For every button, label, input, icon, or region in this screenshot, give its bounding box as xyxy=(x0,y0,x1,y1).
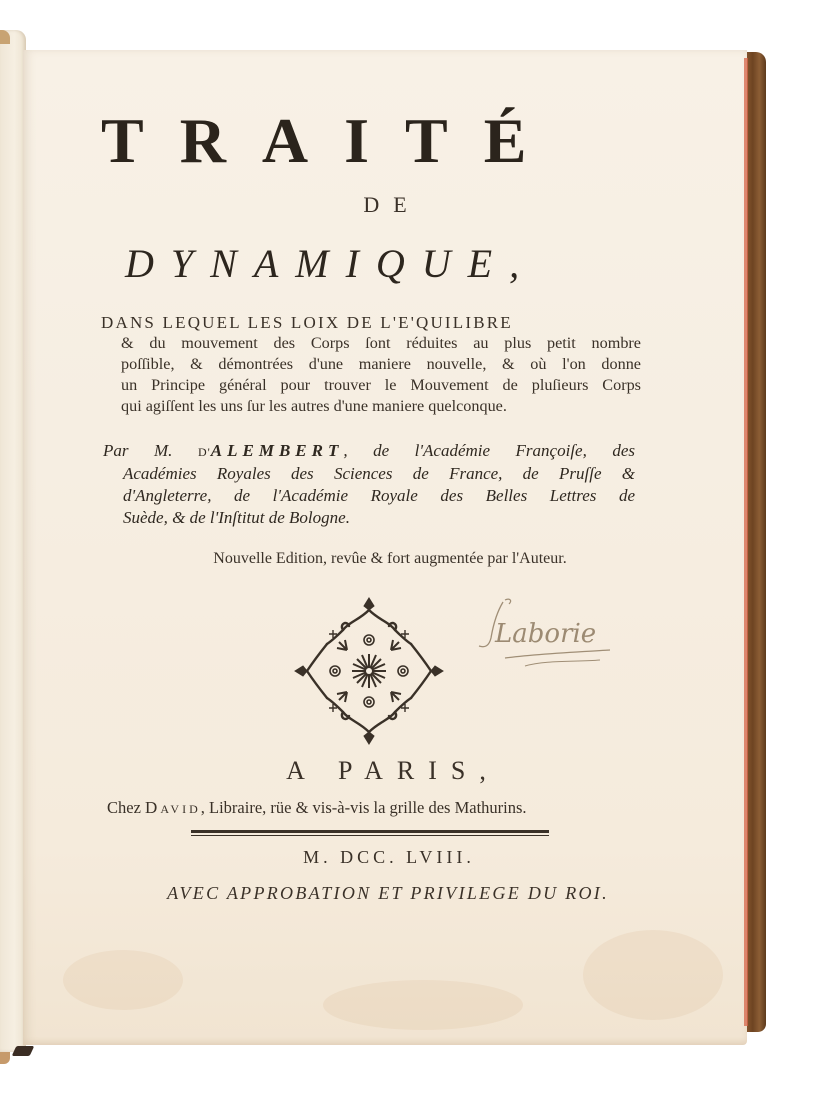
subtitle-body xyxy=(101,333,641,417)
signature-flourish-icon xyxy=(475,590,625,670)
title-page xyxy=(23,50,747,1045)
fleuron-ornament-icon xyxy=(293,596,445,746)
publisher-address: , Libraire, rüe & vis-à-vis la grille des Mathurins. xyxy=(200,798,527,817)
publisher-initial: D xyxy=(145,798,161,817)
author-particle: D' xyxy=(197,445,211,459)
author-line: d'Angleterre, de l'Académie Royale des Belles Lettres de xyxy=(123,486,635,505)
page-content xyxy=(23,50,747,1045)
subtitle-line: & du mouvement des Corps ſont réduites au plus petit nombre xyxy=(121,334,641,352)
title-connector: DE xyxy=(363,192,421,217)
subtitle-caps-line: DANS LEQUEL LES LOIX DE L'E'QUILIBRE xyxy=(101,313,513,332)
author-line: Suède, & de l'Inſtitut de Bologne. xyxy=(123,508,350,527)
publisher-name: AVID xyxy=(160,802,201,816)
author-affiliation: , de l'Académie Françoiſe, des xyxy=(343,441,636,460)
author-prefix: Par M. xyxy=(103,441,173,460)
red-page-edge xyxy=(744,58,748,1026)
svg-text:Laborie: Laborie xyxy=(495,619,597,649)
publication-year: M. DCC. LVIII. xyxy=(303,847,475,867)
binding-corner xyxy=(12,1046,35,1056)
author-line-1 xyxy=(103,440,635,463)
subtitle-line: un Principe général pour trouver le Mouvement de pluſieurs Corps xyxy=(121,376,641,394)
author-block xyxy=(103,440,635,529)
author-line: Académies Royales des Sciences de France, de Pruſſe & xyxy=(123,464,635,483)
subtitle-line: qui agiſſent les uns ſur les autres d'une maniere quelconque. xyxy=(121,397,507,415)
book-title: TRAITÉ xyxy=(101,105,563,176)
publisher-prefix: Chez xyxy=(107,798,141,817)
imprint-city: A PARIS, xyxy=(286,756,500,785)
left-page-foot xyxy=(0,1052,10,1064)
book-subject: DYNAMIQUE, xyxy=(125,241,537,286)
subtitle-line: poſſible, & démontrées d'une maniere nouvelle, & où l'on donne xyxy=(121,355,641,373)
subtitle-block xyxy=(101,312,641,417)
edition-statement: Nouvelle Edition, revûe & fort augmentée par l'Auteur. xyxy=(213,550,567,567)
manuscript-signature xyxy=(475,590,625,670)
double-rule-divider xyxy=(191,830,549,837)
author-name: ALEMBERT xyxy=(210,441,344,460)
publisher-line xyxy=(107,798,637,818)
royal-privilege: AVEC APPROBATION ET PRIVILEGE DU ROI. xyxy=(167,883,609,903)
